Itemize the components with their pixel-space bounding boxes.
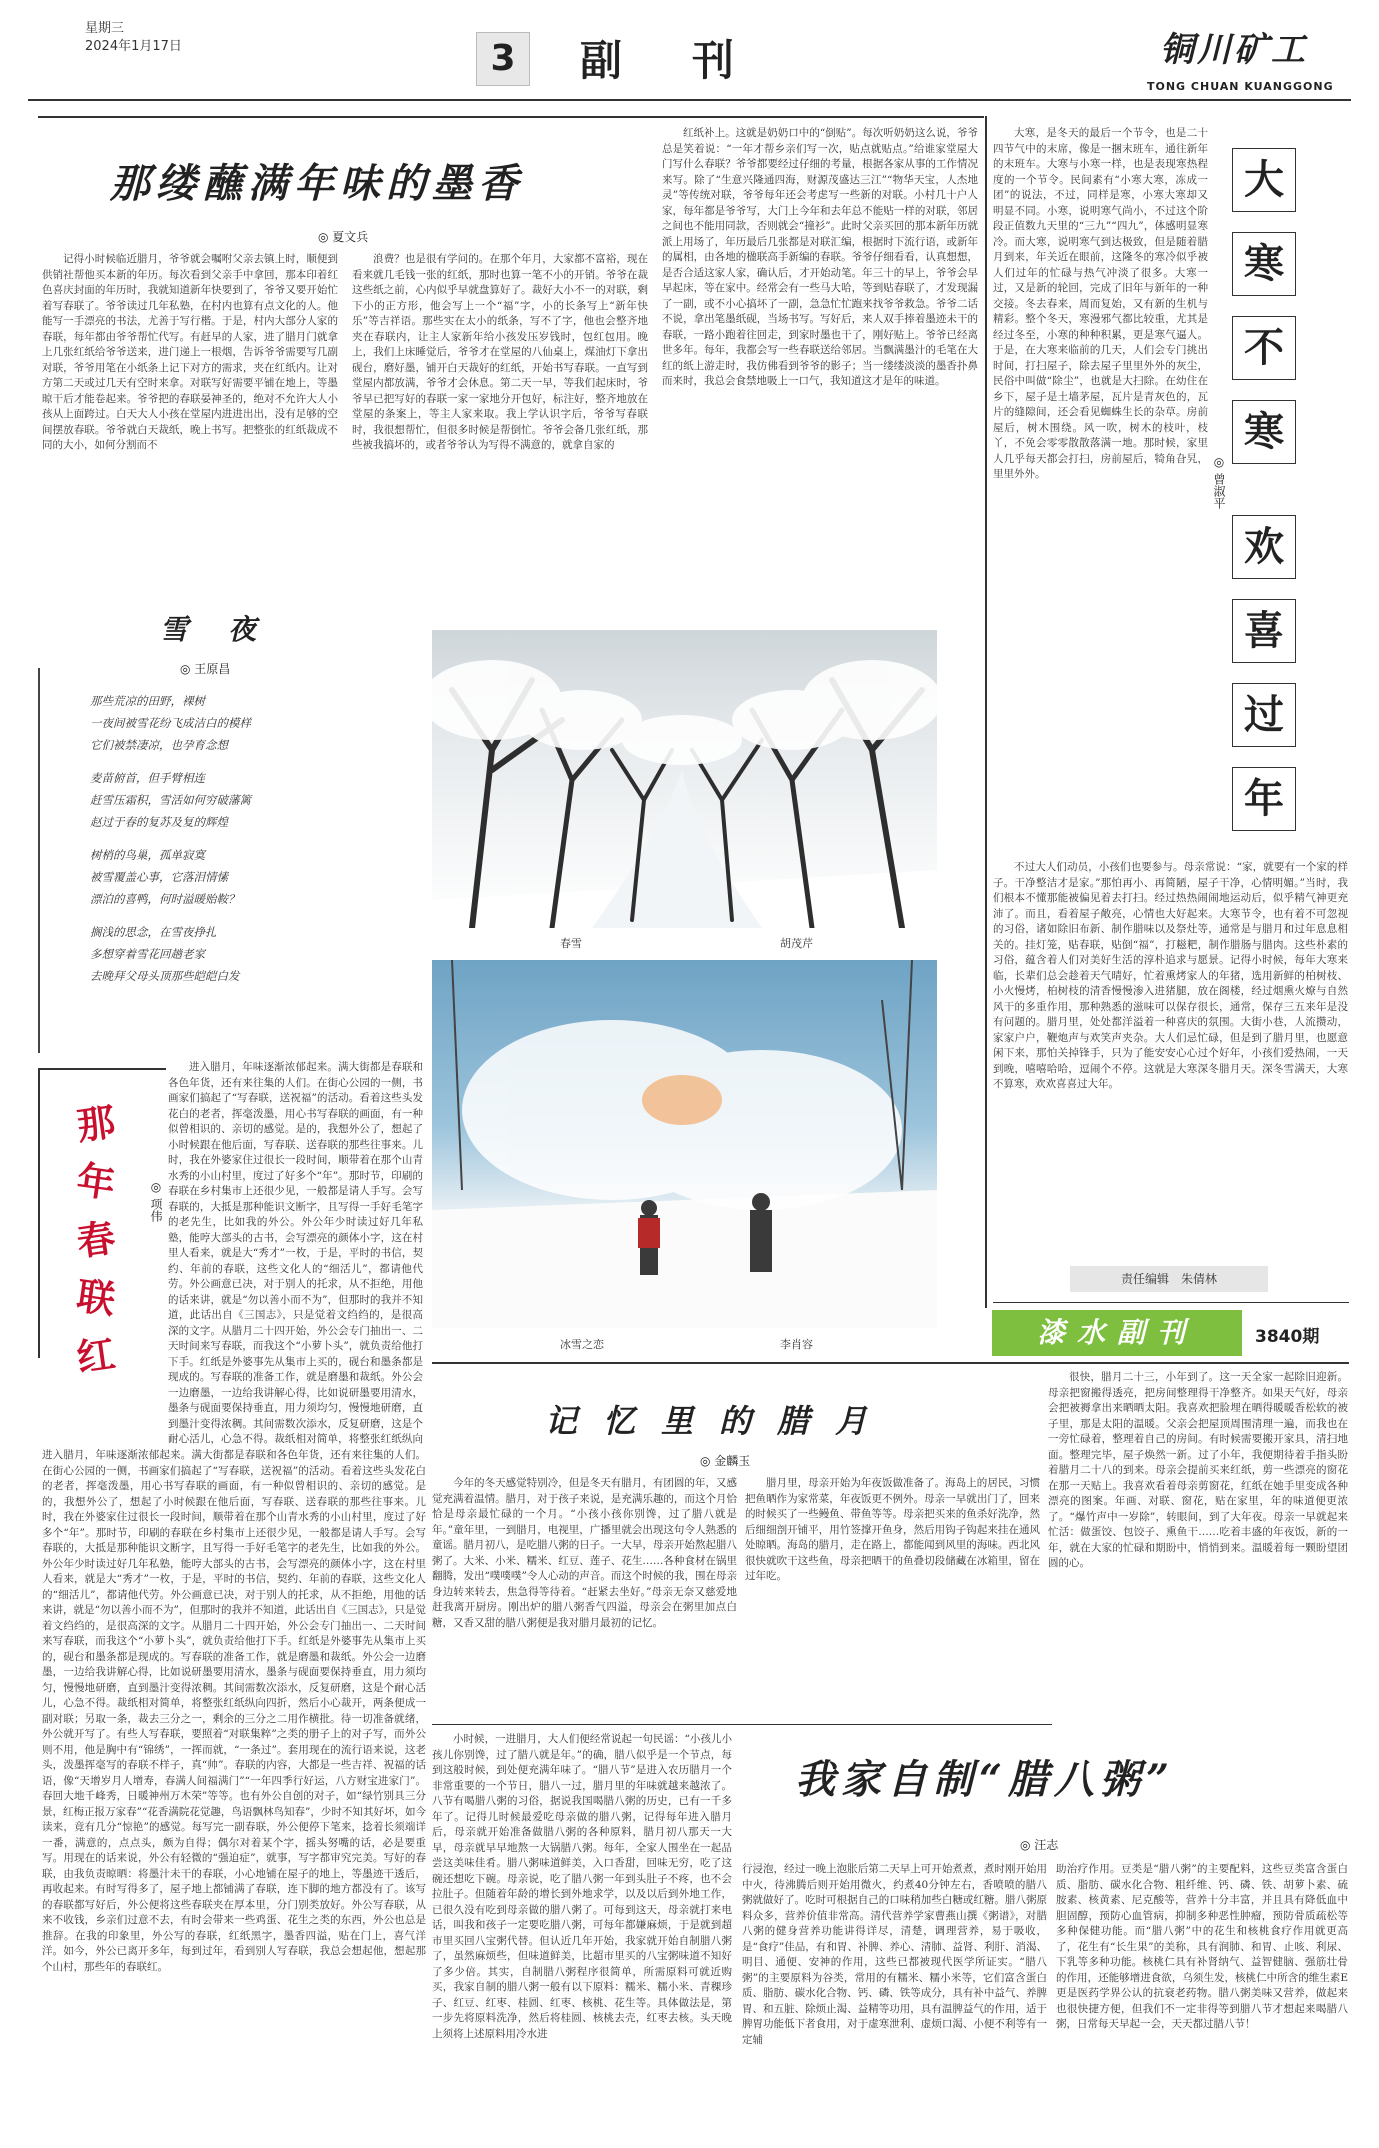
right-title-char: 大 <box>1232 148 1296 212</box>
poem-line: 麦苗俯首，但手臂相连 <box>90 771 205 785</box>
right-title-char: 寒 <box>1232 400 1296 464</box>
couplet-title-char: 年 <box>74 1156 119 1207</box>
poem-left-rule <box>38 668 40 1053</box>
poem-line: 去晚拜父母头顶那些皑皑白发 <box>90 969 240 983</box>
article3-byline: ◎ 汪志 <box>1020 1838 1059 1852</box>
article3-col3 <box>1056 1862 1348 2142</box>
article2-title: 记忆里的腊月 <box>545 1402 894 1440</box>
couplets-lower-text <box>42 1448 426 2140</box>
article2-col3 <box>1048 1370 1348 1716</box>
article3-top-rule <box>432 1724 1052 1725</box>
article2-col1 <box>432 1476 737 1716</box>
photo-spring-snow <box>432 630 937 928</box>
article1-col1 <box>42 252 338 652</box>
poem-title: 雪 夜 <box>160 613 263 646</box>
poem-line <box>90 833 410 844</box>
poem-line: 被雪覆盖心事，它落泪情愫 <box>90 870 228 884</box>
supplement-name: 漆水副刊 <box>992 1310 1242 1356</box>
right-essay-wide-text: 不过大人们动员，小孩们也要参与。母亲常说：“家，就要有一个家的样子。干净整洁才是家。”那怕再小、再简陋，屋子干净，心情明媚。”当时，我们根本不懂那能被偏见着去打扫。经过热热闹闹地运动后，似乎精气神更充沛了。而且，看着屋子敞亮，心情也大好起来。大寒节令，也有着不可忽视的习俗，诸如除旧布新、制作腊味以及祭灶等，通常是与腊月和过年息息相关的。挂灯笼，贴春联，贴倒“福”，打糍粑，制作腊肠与腊肉。这些朴素的习俗，蕴含着人们对美好生活的淳朴追求与愿景。记得小时候，每年大寒来临，长辈们总会趁着天气晴好，忙着熏烤家人的年猪，选用新鲜的柏树枝、小火慢烤，柏树枝的清香慢慢渗入进猪腿，放在阁楼，经过烟熏火燎与自然风干的多重作用，那种熟悉的滋味可以保存很长，通常，保存三五来年是没有问题的。腊月里，处处都洋溢着一种喜庆的氛围。大街小巷，人流攒动，家家户户，鞭炮声与欢笑声夹杂。大人们忌忙碌，但是到了腊月里，也愿意闲下来，那怕关掉锋手，只为了能安安心心过个好年，小孩们爱热闹，一天到晚，嘻嘻哈哈，逗闹个不停。这就是大寒深冬腊月天。深冬雪满天，大寒不算寒，欢欢喜喜过大年。 <box>993 861 1348 1090</box>
article1-col2 <box>352 252 648 652</box>
poem-line: 赶雪压霜积，雪活如何穷破藩篱 <box>90 793 251 807</box>
article2-col2-text: 腊月里，母亲开始为年夜饭做准备了。海岛上的居民，习惯把鱼晒作为家常菜，年夜饭更不例外。母亲一早就出门了，回来的时候买了一些鳗鱼、带鱼等等。母亲把买来的鱼杀好洗净，然后细细剖开铺平，用竹签撑开鱼身，然后用钩子钩起来挂在通风处晾晒。海岛的腊月，走在路上，都能闻到风里的海味。西北风很快就吹干这些鱼，母亲把晒干的鱼叠切段储藏在冰箱里，留在过年吃。 <box>745 1477 1040 1582</box>
photo2-title: 冰雪之恋 <box>560 1338 604 1351</box>
couplet-title-char: 春 <box>73 1214 118 1265</box>
right-essay-narrow-text: 大寒，是冬天的最后一个节令，也是二十四节气中的末席，像是一捆末班车，通往新年的末班车。大寒与小寒一样，也是表现寒热程度的一个节令。民间素有“小寒大寒，冻成一团”的说法，不过，同样是寒，小寒大寒却又明显不同。小寒，说明寒气尚小，不过这个阶段正值数九天里的“三九”“四九”，体感明显寒冷。而大寒，说明寒气到达极致，但是随着腊月到来，年关近在眼前，这隆冬的寒冷似乎被人们过年的忙碌与热气冲淡了很多。大寒一过，又是新的轮回，完成了旧年与新年的一种交接。冬去春来，周而复始，又有新的生机与精彩。整个冬天，寒漫邪气都比较重，尤其是经过冬至，小寒的种种积累，更是寒气逼人。于是，在大寒来临前的几天，人们会专门挑出时间，打扫屋子，除去屋子里里外外的灰尘，民俗中叫做“除尘”，也就是大扫除。在幼住在乡下，屋子是土墙茅屋，瓦片是青灰色的，瓦片的缝隙间，还会看见蜘蛛生长的杂草。房前屋后，树木围绕。风一吹，树木的枝叶，枝丫，不免会零零散散落满一地。那时候，家里人几乎每天都会打扫，房前屋后，犄角旮旯，里里外外。 <box>993 127 1208 480</box>
article1-col3-text: 红纸补上。这就是奶奶口中的“倒贴”。每次听奶奶这么说，爷爷总是笑着说：“一年才帮乡亲们写一次，贴点就贴点。”给谁家堂屋大门写什么春联？爷爷都要经过仔细的考量，根据各家从事的工作情况来写。除了“生意兴隆通四海，财源茂盛达三江”“物华天宝，人杰地灵”等传统对联，爷爷每年还会考虑写一些新的对联。小村几十户人家，每年都是爷爷写，大门上今年和去年总不能贴一样的对联，邻居之间也不能用同款，否则就会“撞衫”。此时父亲买回的那本新年历就派上用场了，年历最后几张都是对联汇编，根据时下流行语，或新年的属相，由各地的楹联高手新编的春联。爷爷仔细看看，认真想想，是否合适这家人家，确认后，才开始动笔。年三十的早上，爷爷会早早起床，等在家中。经常会有一些马大哈，等到贴春联了，才发现漏了一副，或不小心搞坏了一副，急急忙忙跑来找爷爷救急。爷爷二话不说，拿出笔墨纸砚，当场书写。写好后，来人双手捧着墨迹未干的春联，一路小跑着往回走，到家时墨也干了，刚好贴上。爷爷已经离世多年。每年，我都会写一些春联送给邻居。当飘满墨汁的毛笔在大红的纸上游走时，我仿佛看到爷爷的影子；当一缕缕淡淡的墨香扑鼻而来时，我总会食禁地吸上一口气，我知道这才是年的味道。 <box>662 127 978 387</box>
article2-col3-text: 很快，腊月二十三，小年到了。这一天全家一起除旧迎新。母亲把窗搬得透亮，把房间整理得干净整齐。如果天气好，母亲会把被褥拿出来晒晒太阳。我喜欢把脸埋在晒得暖暖香松软的被子里，那是太阳的温暖。父亲会把屋顶周围清理一遍，而我也在一旁忙碌着，整理着自己的房间。有时候需要搬开家具，清扫地面。整理完毕，屋子焕然一新。过了小年，我便期待着手指头盼着腊月二十八的到来。母亲会提前买来红纸，剪一些漂亮的窗花在那一天贴上。我喜欢看着母亲剪窗花，红纸在她手里变成各种漂亮的图案。年画、对联、窗花，贴在家里，年的味道便更浓了。“爆竹声中一岁除”，转眼间，到了大年夜。母亲一早就起来忙活：做蛋饺、包饺子、熏鱼干……吃着丰盛的年夜饭，新的一年，就在大家的忙碌和期盼中，悄悄到来。温暖着每一颗盼望团圆的心。 <box>1048 1371 1348 1569</box>
couplets-left-rule <box>38 1068 40 1358</box>
poem-line: 它们被禁凄凉，也孕育念想 <box>90 738 228 752</box>
masthead-english: TONG CHUAN KUANGGONG <box>1147 80 1334 93</box>
photo-ice-snow-love <box>432 960 937 1328</box>
right-essay-left-rule <box>985 116 987 1308</box>
masthead: 铜川矿工 <box>1160 30 1308 70</box>
right-essay-wide-col <box>993 860 1348 1280</box>
article1-byline: ◎ 夏文兵 <box>318 230 369 244</box>
page-number: 3 <box>476 32 530 86</box>
right-title-char: 不 <box>1232 316 1296 380</box>
poem-line: 赵过于春的复苏及复的辉煌 <box>90 815 228 829</box>
article1-top-rule <box>38 116 984 118</box>
right-essay-byline: ◎ 曾淑平 <box>1212 455 1226 509</box>
responsible-editor: 责任编辑 朱倩林 <box>1070 1266 1268 1292</box>
couplets-byline: ◎ 项伟 <box>149 1180 163 1222</box>
poem-line: 树梢的鸟巢，孤单寂寞 <box>90 848 205 862</box>
right-essay-bottom-rule <box>993 1302 1349 1303</box>
couplet-title-char: 那 <box>73 1098 118 1149</box>
article3-col1 <box>432 1732 732 2142</box>
page-title: 副刊 <box>580 36 805 85</box>
couplets-vertical-title <box>70 1098 130 1398</box>
right-title-char: 过 <box>1232 683 1296 747</box>
article2-top-rule <box>432 1362 1349 1364</box>
poem-line: 搁浅的思念，在雪夜挣扎 <box>90 925 217 939</box>
poem-line <box>90 756 410 767</box>
article3-col2 <box>742 1862 1047 2142</box>
poem-line: 漂泊的喜鸭，何时溢暖贻鞍？ <box>90 892 240 906</box>
header-date-block <box>85 20 182 56</box>
poem-line <box>90 910 410 921</box>
issue-date: 2024年1月17日 <box>85 39 182 54</box>
couplets-upper-paragraph: 进入腊月，年味逐渐浓郁起来。满大街都是春联和各色年货，还有来往集的人们。在街心公园的一侧，书画家们搞起了“写春联，送祝福”的活动。看着这些头发花白的老者，挥毫泼墨，用心书写春联的画面，有一种似曾相识的、亲切的感觉。是的，我想外公了，想起了小时候跟在他后面，写春联、送春联的那些往事来。儿时，我在外婆家住过很长一段时间，顺带着在那个山青水秀的小山村里，度过了好多个“年”。那时节，印刷的春联在乡村集市上还很少见，一般都是请人手写。会写春联的，大抵是那种能识文断字，且写得一手好毛笔字的老先生，比如我的外公。外公年少时读过好几年私塾，能哼大部头的古书，会写漂亮的颜体小字，这在村里人看来，就是大“秀才”一枚，于是，平时的书信，契约、年前的春联，这些文化人的“细活儿”，都请他代劳。外公画意已决，对于别人的托求，从不拒绝，用他的话来讲，就是“勿以善小而不为”，但那时的我并不知道，此话出自《三国志》，只是觉着文绉绉的，是很高深的文字。从腊月二十四开始，外公会专门抽出一、二天时间来写春联，而我这个“小萝卜头”，就负责给他打下手。红纸是外婆事先从集市上买的，砚台和墨条都是现成的。写春联的准备工作，就是磨墨和裁纸。外公会一边磨墨，一边给我讲解心得，比如说研墨要用清水，墨条与砚面要保持垂直，用力须均匀，慢慢地研磨，直到墨汁变得浓稠。其间需数次添水，反复研磨，这是个耐心活儿，心急不得。裁纸相对简单，将整张红纸纵向 <box>168 1061 423 1445</box>
couplets-top-rule <box>38 1068 166 1070</box>
photo2-author: 李肖容 <box>780 1338 813 1351</box>
photo1-author: 胡茂芹 <box>780 937 813 950</box>
poem-line: 那些荒凉的田野，裸树 <box>90 694 205 708</box>
article3-title: 我家自制“腊八粥” <box>795 1756 1176 1803</box>
article1-col3 <box>662 126 978 656</box>
article1-col1-text: 记得小时候临近腊月，爷爷就会嘱咐父亲去镇上时，顺便到供销社帮他买本新的年历。每次看到父亲手中拿回，那本印着红色喜庆封面的年历时，我就知道新年快要到了，爷爷又要开始忙着写春联了。爷爷读过几年私塾，在村内也算有点文化的人。他能写一手漂亮的书法，尤善于写行楷。于是，村内大部分人家的春联，每年都由爷爷帮忙代写。有赶早的人家，进了腊月门就拿上几张红纸给爷爷送来，进门递上一根烟，告诉爷爷需要写几副对联，爷爷用笔在小纸条上记下对方的需求，夹在红纸内。让对方第二天或过几天有空时来拿。对联写好需要平铺在地上，等墨晾干后才能卷起来。爷爷把的春联晏神圣的，绝对不允许大人小孩从上面跨过。白天大人小孩在堂屋内进进出出，没有足够的空间摆放春联。爷爷就白天裁纸，晚上书写。把整张的红纸裁成不同的大小，如何分割而不 <box>42 253 338 451</box>
right-title-char: 喜 <box>1232 599 1296 663</box>
article2-col2 <box>745 1476 1040 1716</box>
couplets-upper-text <box>168 1060 423 1445</box>
right-title-char: 年 <box>1232 767 1296 831</box>
header-rule <box>28 99 1351 101</box>
couplet-title-char: 红 <box>73 1330 118 1381</box>
article2-col1-text: 今年的冬天感觉特别冷，但是冬天有腊月，有团圆的年，又感觉充满着温情。腊月，对于孩子来说，是充满乐趣的，而这个月恰恰是母亲最忙碌的一个月。“小孩小孩你别馋，过了腊八就是年。”童年里，一到腊月，电视里，广播里就会出现这句令人熟悉的童谣。腊月初八，是吃腊八粥的日子。一大早，母亲开始熬起腊八粥了。大米、小米、糯米、红豆、莲子、花生……各种食材在锅里翻腾，发出“噗噗噗”令人心动的声音。而这个时候的我，围在母亲身边转来转去，焦急得等待着。“赶紧去坐好。”母亲无奈又慈爱地赶我离开厨房。刚出炉的腊八粥香气四溢，母亲会在粥里加点白糖，又香又甜的腊八粥便是我对腊月最初的记忆。 <box>432 1477 737 1629</box>
couplet-title-char: 联 <box>74 1272 119 1323</box>
right-title-char: 寒 <box>1232 232 1296 296</box>
poem-byline: ◎ 王原昌 <box>180 662 231 676</box>
couplets-lower-paragraph: 进入腊月，年味逐渐浓郁起来。满大街都是春联和各色年货，还有来往集的人们。在街心公园的一侧，书画家们搞起了“写春联，送祝福”的活动。看着这些头发花白的老者，挥毫泼墨，用心书写春联的画面，有一种似曾相识的、亲切的感觉。是的，我想外公了，想起了小时候跟在他后面，写春联、送春联的那些往事来。儿时，我在外婆家住过很长一段时间，顺带着在那个山青水秀的小山村里，度过了好多个“年”。那时节，印刷的春联在乡村集市上还很少见，一般都是请人手写。会写春联的，大抵是那种能识文断字，且写得一手好毛笔字的老先生，比如我的外公。外公年少时读过好几年私塾，能哼大部头的古书，会写漂亮的颜体小字，这在村里人看来，就是大“秀才”一枚，于是，平时的书信，契约、年前的春联，这些文化人的“细活儿”，都请他代劳。外公画意已决，对于别人的托求，从不拒绝，用他的话来讲，就是“勿以善小而不为”，但那时的我并不知道，此话出自《三国志》，只是觉着文绉绉的，是很高深的文字。从腊月二十四开始，外公会专门抽出一、二天时间来写春联，而我这个“小萝卜头”，就负责给他打下手。红纸是外婆事先从集市上买的，砚台和墨条都是现成的。写春联的准备工作，就是磨墨和裁纸。外公会一边磨墨，一边给我讲解心得，比如说研墨要用清水，墨条与砚面要保持垂直，用力须均匀，慢慢地研磨，直到墨汁变得浓稠。其间需数次添水，反复研磨，这是个耐心活儿，心急不得。裁纸相对简单，将整张红纸纵向四折，然后小心裁开，两条便成一副对联；另取一条，裁去三分之一，剩余的三分之二用作横批。待一切准备就绪，外公就开写了。有些人写春联，要照着“对联集粹”之类的册子上的对子写，而外公则不用，他是胸中有“锦绣”，一挥而就，“一条过”。套用现在的流行语来说，这老头，泼墨挥毫写的春联不样子，真“帅”。春联的内容，大都是一些吉祥、祝福的话语，像“天增岁月人增寿，春满人间福满门”“一年四季行好运，八方财宝进家门”。春回大地千峰秀，日暖神州万木荣”等等。也有外公自创的对子，如“绿竹别具三分景，红梅正报万家春”“花香满院花觉趣，鸟语飘林鸟知春”，少时不知其好坏，如今读来，竟有几分“惊艳”的感觉。每写完一副春联，外公便停下笔来，捻着长须端详一番，满意的，点点头，颇为自得；偶尔对着某个字，摇头努嘴的话，必是要重写。用现在的话来说，外公有轻微的“强迫症”，就事，写字都审究完美。写好的春联，由我负责晾晒：将墨汁未干的春联，小心地铺在屋子的地上，等墨迹干透后，再收起来。有时写得多了，屋子地上都铺满了春联，连下脚的地方都没有了。该写的春联都写好后，外公便将这些春联夹在厚本里，分门别类放好。外公写春联，从来不收钱，乡亲们过意不去，有时会带来一些鸡蛋、花生之类的东西，外公也总是推辞。在我的印象里，外公写的春联，红纸黑字，墨香四溢，贴在门上，喜气洋洋。如今，外公已离开多年，每到过年，看到别人写春联，我总会想起他，想起那个山村，那些年的春联红。 <box>42 1449 426 1973</box>
supplement-issue: 3840期 <box>1255 1327 1320 1347</box>
photo1-title: 春雪 <box>560 937 582 950</box>
right-title-char: 欢 <box>1232 515 1296 579</box>
right-essay-narrow-col <box>993 126 1208 858</box>
poem-line: 一夜间被雪花纷飞成洁白的模样 <box>90 716 251 730</box>
poem-line: 多想穿着雪花回趟老家 <box>90 947 205 961</box>
weekday: 星期三 <box>85 21 125 36</box>
article1-title: 那缕蘸满年味的墨香 <box>110 160 524 207</box>
snow-trees-illustration <box>432 630 937 928</box>
article1-col2-text: 浪费？也是很有学问的。在那个年月，大家都不富裕，现在看来就几毛钱一张的红纸，那时也算一笔不小的开销。爷爷在裁这些纸之前，心内似乎早就盘算好了。裁好大小不一的对联，剩下小的正方形，他会写上一个“福”字，小的长条写上“新年快乐”等吉祥语。那些实在太小的纸条，写不了字，他也会整齐地夹在春联内，让主人家新年给小孩发压岁钱时，包红包用。晚上，我们上床睡觉后，爷爷才在堂屋的八仙桌上，煤油灯下拿出砚台，磨好墨，铺开白天裁好的红纸，开始书写春联。一直写到堂屋内都放满，爷爷才会休息。第二天一早，等我们起床时，爷爷早已把写好的春联一家一家地分开包好，标注好，整齐地放在堂屋的条案上，等主人家来取。我上学认识字后，爷爷写春联时，我很想帮忙，但很多时候是帮倒忙。爷爷会备几张红纸，那些被我搞坏的，或者爷爷认为写得不满意的，就拿自家的 <box>352 253 648 451</box>
article3-col1-text: 小时候，一进腊月，大人们便经常说起一句民谣：“小孩儿小孩儿你别馋，过了腊八就是年。”的确，腊八似乎是一个节点，每到这般时候，到处便充满年味了。“腊八节”是进入农历腊月一个非常重要的一个节日，腊八一过，腊月里的年味就越来越浓了。八节有喝腊八粥的习俗，据说我国喝腊八粥的历史，已有一千多年了。记得儿时候最爱吃母亲做的腊八粥，记得每年进入腊月后，母亲就开始准备做腊八粥的各种原料，腊月初八那天一大早，母亲就早早地熬一大锅腊八粥。每年，全家人围坐在一起品尝这美味佳肴。腊八粥味道鲜美，入口香甜，回味无穷，吃了这碗还想吃下碗。母亲说，吃了腊八粥一年到头肚子不疼，也不会拉肚子。但随着年龄的增长到外地求学，以及以后到外地工作，已很久没有吃到母亲做的腊八粥了。可每到这天，母亲就打来电话，叫我和孩子一定要吃腊八粥，可每年都嫌麻烦，于是就到超市里买回八宝粥代替。但认近几年开始，我家就开始自制腊八粥了，虽然麻烦些，但味道鲜美，比超市里买的八宝粥味道不知好了多少倍。其实，自制腊八粥程序很简单，所需原料可就近购买，我家自制的腊八粥一般有以下原料：糯米、糯小米、青稞珍子、红豆、红枣、桂圆、红枣、核桃、花生等。具体做法是，第一步先将原料洗净，然后将桂圆、核桃去壳，红枣去核。头天晚上须将上述原料用冷水进 <box>432 1733 732 2040</box>
article3-col2-text: 行浸泡，经过一晚上泡胀后第二天早上可开始煮煮，煮时刚开始用中火，待沸腾后则开始用微火，约煮40分钟左右，香喷喷的腊八粥就做好了。吃时可根据自己的口味稍加些白糖或红糖。腊八粥原料众多，营养价值非常高。清代营养学家曹燕山撰《粥谱》，对腊八粥的健身营养功能讲得详尽，清楚，调理营养，易于吸收，是“食疗”佳品，有和胃、补脾、养心、清肺、益肾、利肝、消渴、明目、通便、安神的作用，这些已都被现代医学所证实。“腊八粥”的主要原料为谷类，常用的有糯米、糯小米等，它们富含蛋白质、脂肪、碳水化合物、钙、磷、铁等成分，具有补中益气、养脾胃、和五脏、除烦止渴、益精等功用，具有温脾益气的作用，适于脾胃功能低下者食用，对于虚寒泄利、虚烦口渴、小便不利等有一定辅 <box>742 1863 1047 2046</box>
article2-byline: ◎ 金麟玉 <box>700 1454 751 1468</box>
ice-spray-illustration <box>432 960 937 1328</box>
article3-col3-text: 助治疗作用。豆类是“腊八粥”的主要配料，这些豆类富含蛋白质、脂肪、碳水化合物、粗纤维、钙、磷、铁、胡萝卜素、硫胺素、核黄素、尼克酸等，营养十分丰富，并且具有降低血中胆固醇，预防心血管病，抑制多种恶性肿瘤，预防骨质疏松等多种保健功能。而“腊八粥”中的花生和核桃食疗作用就更高了，花生有“长生果”的美称，具有润肺、和胃、止咳、利尿、下乳等多种功能。核桃仁具有补肾纳气、益智健脑、强筋壮骨的作用，还能够增进食欲，乌须生发，核桃仁中所含的维生素E更是医药学界公认的抗衰老药物。腊八粥美味又营养，做起来也很快捷方便，但我们不一定非得等到腊八节才想起来喝腊八粥，日常每天早起一会，天天都过腊八节！ <box>1056 1863 1348 2030</box>
poem-body <box>90 690 410 1050</box>
